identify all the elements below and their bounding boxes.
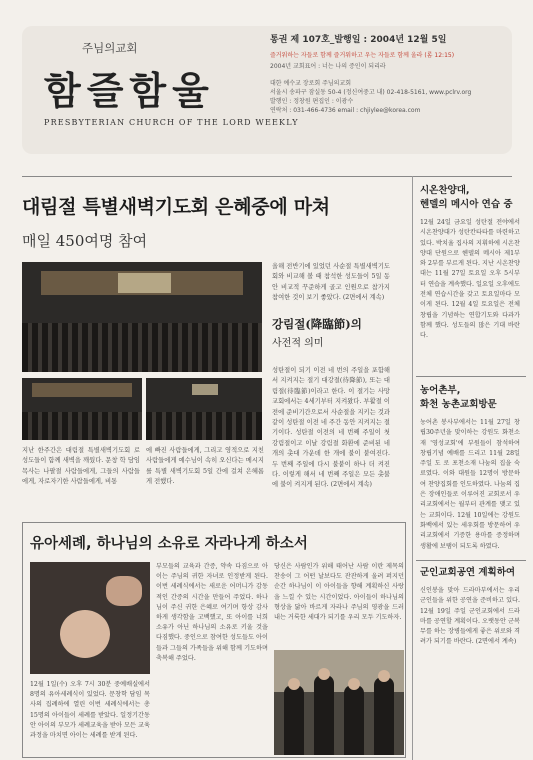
church-theme: 2004년 교회표어 : 너는 나의 증인이 되리라 (270, 63, 386, 70)
masthead-info (270, 36, 506, 115)
farming-headline-line2: 화천 농촌교회방문 (420, 399, 497, 410)
newsletter-title: 함즐함울 (44, 68, 215, 113)
choir-headline (420, 184, 513, 212)
right-divider-1 (416, 376, 526, 377)
advent-sidebar-heading: 강림절(降臨節)의 (272, 317, 362, 331)
church-name: 주님의교회 (82, 41, 138, 55)
farming-headline (420, 384, 497, 412)
church-contact: 서울시 송파구 잠실동 50-4 (정신여중고 내) 02-418-5161, www.pclrv.org (270, 89, 472, 96)
email-info: 연락처 : 031-466-4736 email : chjiylee@korea.com (270, 107, 421, 114)
military-headline: 군인교회공연 계획하여 (420, 567, 516, 578)
farming-text: 농어촌 봉사부에서는 11월 27일 창립30주년을 맞이하는 강원도 화천소재 '영성교회'에 부원들이 참석하여 창립기념 예배를 드리고 11월 28일 주일 도 로 포천소재 나눔의 집을 숙료였다. 이와 대원들 12명이 방문하여 찬양집회를 인도하였다. 나눔의 집은 장애인들로 이루어진 교회로서 우리교회에서는 월부터 관계를 맺고 있는 교회이다. 12월 10일에는 강원도 화백에서 있는 세우회를 방문하여 우리교회에서 기증한 용마를 증정하며 생활에 보탬이 되도록 하였다. (420, 419, 520, 550)
church-address-title: 대한 예수교 장로회 주님의교회 (270, 80, 352, 87)
baptism-col2: 부모들의 교육과 간증, 약속 다짐으로 아이는 주님의 귀한 자녀로 인정받게 된다. 이번 세례식에서는 새로운 어머니가 감동적인 간증의 시간을 만들어 주었다. 하나님이 주신 귀한 은혜로 여기며 항상 감사하게 생각함을 고백했고, 또 아이를 너희 소유가 아닌 하나님의 소유로 키울 것을 다짐했다. 중인으로 참여한 성도들도 아이들과 그들의 가족들을 위해 함께 기도하며 축복해 주었다. (156, 563, 268, 662)
congregation-photo-2 (146, 378, 262, 440)
congregation-photo-1 (22, 378, 142, 440)
issue-number: 통권 제 107호_발행일 : 2004년 12월 5일 (270, 35, 447, 45)
baptism-col3: 당신은 사람인가 위해 태어난 사람 이란 제목의 찬송이 그 어떤 날보다도 잔잔하게 울려 퍼지던 순간 하나님이 이 아이들을 향해 계획하신 사랑을 느낄 수 있는 시간이었다. 아이들이 하나님의 형상을 닮아 바르게 자라나 주님의 영광을 드러내는 거룩한 세대가 되기를 우리 모두 기도하자. (274, 563, 404, 622)
divider (22, 176, 512, 177)
military-text: 신인봉을 맞아 드라마부에서는 우리 군인들을 위한 공연을 준비하고 있다. 12월 19일 주일 군인교회에서 드라마를 공연할 계획이다. 오랫동안 군복무를 하는 장병들에게 좋은 위로와 격려가 되기를 바란다. (2면에서 계속) (420, 587, 520, 646)
baptism-headline: 유아세례, 하나님의 소유로 자라나게 하소서 (30, 536, 308, 552)
advent-sidebar-text: 성탄절이 되기 이전 네 번의 주일을 포함해서 지켜지는 절기 대강절(待降節), 또는 대림절(待臨節)이라고 한다. 이 절기는 사망 교회에서는 4세기부터 지켜왔다. 부활절 이전에 준비기간으로서 사순절을 지키는 것과 같이 성탄절 이전 네 주간 동안 지켜지는 절기이다. 성탄절 이전의 네 번째 주일이 첫 강림절이고 이날 강림절 화환에 준비된 네 개의 촛대 가운데 한 개에 불이 붙여진다. 두 번째 주일에 다시 불붙이 하나 더 켜진다. 이렇게 해서 네 번째 주일은 모든 촛불에 불이 켜지게 된다. (2면에서 계속) (272, 367, 390, 489)
advent-sidebar-title (272, 316, 392, 349)
publisher-info: 발행인 : 정창원 편집인 : 이광수 (270, 98, 354, 105)
bible-verse: 즐거워하는 자들로 함께 즐거워하고 우는 자들로 함께 울라 (롬 12:15) (270, 52, 455, 59)
choir-text: 12월 24일 금요일 성탄절 전야에서 시온찬양대가 성탄칸타타를 마련하고 있다. 박치율 집사의 지휘하에 시온찬양대 단원으로 헨델의 메시아 제1부와 2부를 부르게 된다. 지난 시온찬양대는 11월 27일 토요일 오후 5시부터 연습을 계속했다. 일요일 오후에도 전체 연습시간을 갖고 토요일마다 모이게 된다. 12월 4일 토요일은 전체 창립을 기념하는 연합기도와 다과가 함께 했다. 성도들의 많은 기대 바란다. (420, 219, 520, 340)
column-divider (412, 176, 413, 760)
english-title: PRESBYTERIAN CHURCH OF THE LORD WEEKLY (44, 118, 299, 127)
farming-headline-line1: 농어촌부, (420, 385, 461, 396)
main-article-col1: 지난 한주간은 대림절 특별새벽기도회 로 성도들이 함께 새벽을 깨웠다. 문창 학 담임목사는 나팔절 사람들에게, 그들의 사람들에게, 자로자기한 사람들에게, 비통 (22, 447, 140, 486)
right-divider-2 (416, 560, 526, 561)
main-article-col2: 에 빠진 사람들에게, 그리고 영적으로 지친 사람들에게 예수님이 속히 오신다는 메시지를 특별 새벽기도회 5일 간에 걸쳐 은혜롭게 전했다. (146, 447, 264, 486)
choir-headline-line2: 헨델의 메시아 연습 중 (420, 199, 513, 210)
advent-sidebar-subheading: 사전적 의미 (272, 338, 324, 349)
choir-headline-line1: 시온찬양대, (420, 185, 470, 196)
masthead (22, 26, 512, 154)
baby-baptism-photo (30, 562, 150, 674)
family-photo (274, 650, 404, 755)
main-headline: 대림절 특별새벽기도회 은혜중에 마쳐 (22, 196, 330, 218)
main-article-col3: 올해 전반기에 있었던 사순절 특별새벽기도회와 비교해 볼 때 참석한 성도들이 5일 동안 비교적 꾸준하게 골고 인원으로 참가지 참여한 것이 보기 좋았다. (2면에서 계속) (272, 263, 390, 302)
prayer-meeting-photo (22, 262, 262, 372)
baptism-col1: 12월 1일(수) 오후 7시 30분 중예배실에서 8명의 유아세례식이 있었다. 문창학 담임 목사의 집례하에 열린 이번 세례식에서는 총 15명의 아이들이 세례를 받았다. 일정기간동안 아이의 부모가 세례교육을 받아 모든 교육과정을 마치면 아이는 세례를 받게 된다. (30, 681, 150, 740)
main-subhead: 매일 450여명 참여 (22, 232, 148, 250)
